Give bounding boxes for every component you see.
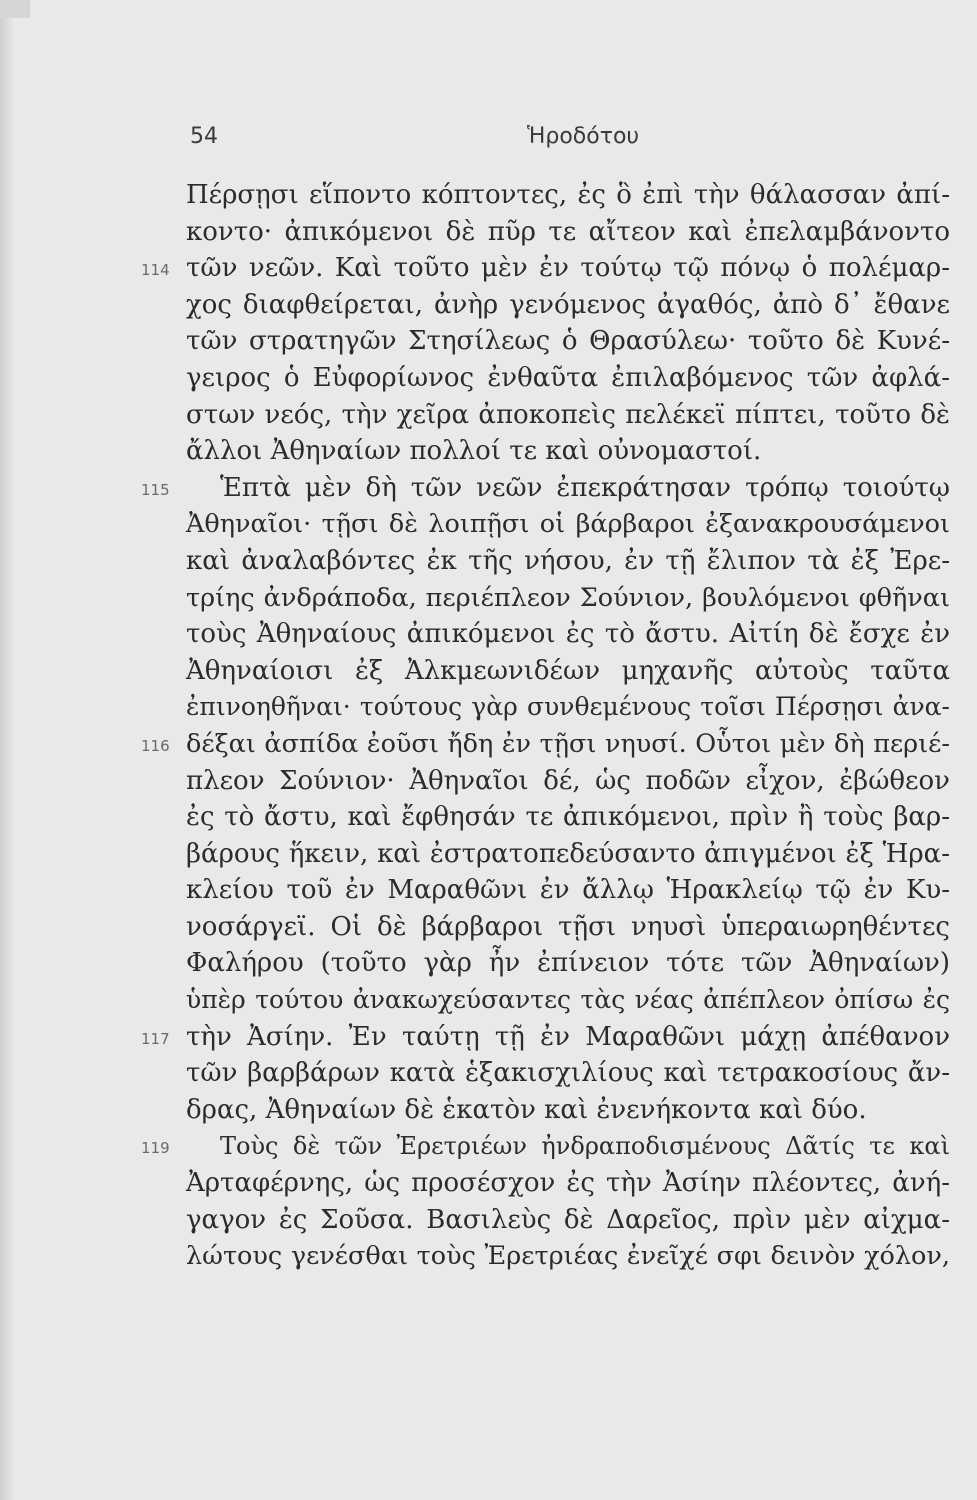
text-line [186, 616, 950, 653]
line-text: Ἀρταφέρνης, ὡς προσέσχον ἐς τὴν Ἀσίην πλέοντες, ἀνή- [186, 1168, 950, 1199]
text-line [186, 580, 950, 617]
text-body [141, 177, 950, 1275]
text-line [186, 689, 950, 726]
line-text: Ἀθηναῖοι· τῇσι δὲ λοιπῇσι οἱ βάρβαροι ἐξανακρουσάμενοι [186, 509, 950, 540]
text-line [186, 872, 950, 909]
text-line [186, 433, 950, 470]
text-line [186, 214, 950, 251]
text-line [186, 982, 950, 1019]
text-line [141, 250, 950, 287]
line-text: Ἑπτὰ μὲν δὴ τῶν νεῶν ἐπεκράτησαν τρόπῳ τοιούτῳ [220, 472, 950, 503]
text-line [186, 1055, 950, 1092]
text-line [141, 1128, 950, 1165]
text-line [186, 323, 950, 360]
line-text: κοντο· ἀπικόμενοι δὲ πῦρ τε αἴτεον καὶ ἐπελαμβάνοντο [186, 216, 950, 247]
text-line [186, 1165, 950, 1202]
line-text: βάρους ἥκειν, καὶ ἐστρατοπεδεύσαντο ἀπιγμένοι ἐξ Ἡρα- [186, 838, 950, 869]
text-line [141, 470, 950, 507]
line-text: νοσάργεϊ. Οἱ δὲ βάρβαροι τῇσι νηυσὶ ὑπεραιωρηθέντες [186, 911, 950, 942]
line-text: Ἀθηναίοισι ἐξ Ἀλκμεωνιδέων μηχανῆς αὐτοὺς ταῦτα [186, 655, 950, 686]
text-line [141, 1019, 950, 1056]
line-text: δρας, Ἀθηναίων δὲ ἑκατὸν καὶ ἐνενήκοντα καὶ δύο. [186, 1094, 867, 1125]
line-text: δέξαι ἀσπίδα ἐοῦσι ἤδη ἐν τῇσι νηυσί. Οὗτοι μὲν δὴ περιέ- [186, 728, 950, 759]
line-text: τοὺς Ἀθηναίους ἀπικόμενοι ἐς τὸ ἄστυ. Αἰτίη δὲ ἔσχε ἐν [186, 619, 950, 650]
line-text: τῶν νεῶν. Καὶ τοῦτο μὲν ἐν τούτῳ τῷ πόνῳ ὁ πολέμαρ- [186, 253, 950, 284]
text-line [186, 397, 950, 434]
page-number: 54 [190, 124, 218, 149]
text-line [186, 836, 950, 873]
text-line [141, 726, 950, 763]
line-text: τῶν βαρβάρων κατὰ ἑξακισχιλίους καὶ τετρακοσίους ἄν- [186, 1058, 950, 1089]
section-number: 116 [141, 736, 170, 755]
text-line [186, 506, 950, 543]
section-number: 119 [141, 1139, 170, 1158]
text-line [186, 799, 950, 836]
line-text: ἄλλοι Ἀθηναίων πολλοί τε καὶ οὐνομαστοί. [186, 436, 762, 467]
text-line [186, 909, 950, 946]
line-text: γαγον ἐς Σοῦσα. Βασιλεὺς δὲ Δαρεῖος, πρὶν μὲν αἰχμα- [186, 1204, 950, 1235]
text-line [186, 763, 950, 800]
line-text: ὑπὲρ τούτου ἀνακωχεύσαντες τὰς νέας ἀπέπλεον ὀπίσω ἐς [186, 985, 950, 1015]
line-text: στων νεός, τὴν χεῖρα ἀποκοπεὶς πελέκεϊ πίπτει, τοῦτο δὲ [186, 399, 950, 430]
page-edge [0, 0, 14, 1500]
page-corner [0, 0, 30, 18]
text-line [186, 177, 950, 214]
text-line [186, 543, 950, 580]
line-text: τρίης ἀνδράποδα, περιέπλεον Σούνιον, βουλόμενοι φθῆναι [186, 582, 950, 613]
line-text: γειρος ὁ Εὐφορίωνος ἐνθαῦτα ἐπιλαβόμενος τῶν ἀφλά- [186, 362, 950, 393]
line-text: χος διαφθείρεται, ἀνὴρ γενόμενος ἀγαθός, ἀπὸ δ᾽ ἔθανε [186, 289, 950, 320]
line-text: πλεον Σούνιον· Ἀθηναῖοι δέ, ὡς ποδῶν εἶχον, ἐβώθεον [186, 765, 950, 796]
text-line [186, 1202, 950, 1239]
line-text: Τοὺς δὲ τῶν Ἐρετριέων ἠνδραποδισμένους Δᾶτίς τε καὶ [220, 1132, 950, 1161]
text-line [186, 360, 950, 397]
line-text: Πέρσῃσι εἵποντο κόπτοντες, ἐς ὃ ἐπὶ τὴν θάλασσαν ἀπί- [186, 180, 950, 210]
page-header [0, 118, 977, 154]
section-number: 114 [141, 261, 170, 280]
line-text: τὴν Ἀσίην. Ἐν ταύτῃ τῇ ἐν Μαραθῶνι μάχῃ ἀπέθανον [186, 1021, 950, 1052]
text-line [186, 945, 950, 982]
text-line [186, 1092, 950, 1129]
text-line [186, 1238, 950, 1275]
line-text: ἐς τὸ ἄστυ, καὶ ἔφθησάν τε ἀπικόμενοι, πρὶν ἢ τοὺς βαρ- [186, 802, 950, 833]
section-number: 117 [141, 1029, 170, 1048]
running-title: Ἡροδότου [527, 124, 640, 149]
line-text: Φαλήρου (τοῦτο γὰρ ἦν ἐπίνειον τότε τῶν Ἀθηναίων) [186, 948, 950, 979]
line-text: κλείου τοῦ ἐν Μαραθῶνι ἐν ἄλλῳ Ἡρακλείῳ τῷ ἐν Κυ- [186, 875, 950, 906]
line-text: λώτους γενέσθαι τοὺς Ἐρετριέας ἐνεῖχέ σφι δεινὸν χόλον, [186, 1241, 950, 1272]
line-text: καὶ ἀναλαβόντες ἐκ τῆς νήσου, ἐν τῇ ἔλιπον τὰ ἐξ Ἐρε- [186, 545, 950, 576]
section-number: 115 [141, 480, 170, 499]
line-text: ἐπινοηθῆναι· τούτους γὰρ συνθεμένους τοῖσι Πέρσῃσι ἀνα- [186, 692, 950, 722]
text-line [186, 287, 950, 324]
text-line [186, 653, 950, 690]
line-text: τῶν στρατηγῶν Στησίλεως ὁ Θρασύλεω· τοῦτο δὲ Κυνέ- [186, 326, 950, 357]
